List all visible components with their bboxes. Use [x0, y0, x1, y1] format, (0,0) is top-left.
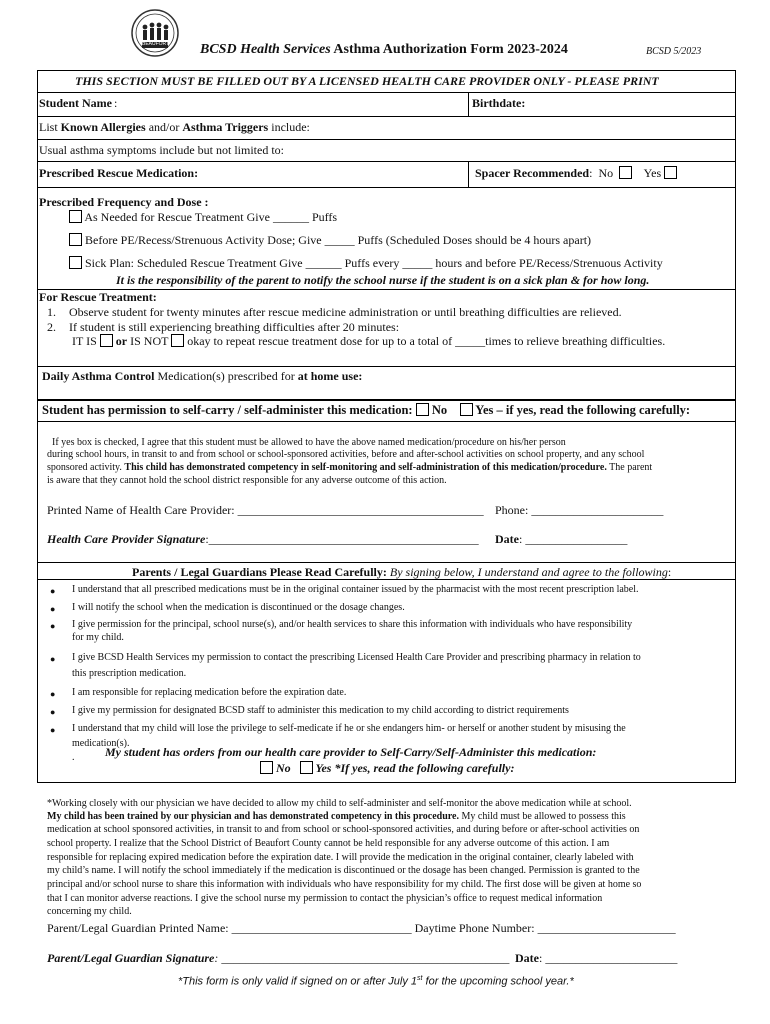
rescue-medication-label: Prescribed Rescue Medication: — [39, 166, 199, 180]
agreement-line-1: If yes box is checked, I agree that this student must be allowed to have the above named medication/procedure on his/her person — [52, 437, 566, 448]
guardian-item-6: I give my permission for designated BCSD staff to administer this medication to my child according to district requirements — [72, 705, 569, 716]
guardian-para-5: responsible for replacing expired medication before the expiration date. I will provide the medication in the original container, clearly labeled with — [47, 852, 634, 863]
guardian-item-4b: this prescription medication. — [72, 668, 187, 679]
school-logo — [130, 8, 180, 58]
daily-control-label: Daily Asthma Control Medication(s) prescribed for at home use: — [42, 369, 363, 383]
footer-validity-note: *This form is only valid if signed on or after July 1st for the upcoming school year.* — [178, 975, 574, 988]
title-rest: Asthma Authorization Form 2023-2024 — [330, 42, 568, 57]
guardian-para-4: school property. I realize that the School District of Beaufort County cannot be held responsible for any adverse outcome of this action. I am — [47, 838, 610, 849]
orders-no-checkbox[interactable] — [260, 761, 273, 774]
orders-yes-checkbox[interactable] — [300, 761, 313, 774]
frequency-title: Prescribed Frequency and Dose : — [39, 195, 209, 209]
rescue-treatment-title: For Rescue Treatment: — [39, 290, 157, 304]
step1-text: Observe student for twenty minutes after rescue medicine administration or until breathing difficulties are relieved. — [69, 305, 622, 319]
title-bold: BCSD Health Services — [200, 42, 331, 57]
student-name-label: Student Name — [39, 96, 113, 110]
is-not-checkbox[interactable] — [171, 334, 184, 347]
provider-banner: THIS SECTION MUST BE FILLED OUT BY A LICENSED HEALTH CARE PROVIDER ONLY - PLEASE PRINT — [75, 74, 659, 88]
parent-responsibility-note: It is the responsibility of the parent to notify the school nurse if the student is on a sick plan & for how long. — [116, 273, 650, 287]
bullet-3: ● — [50, 621, 56, 631]
orders-statement: My student has orders from our health care provider to Self-Carry/Self-Administer this medication: — [105, 745, 597, 759]
birthdate-label: Birthdate: — [472, 96, 526, 110]
agreement-line-4: is aware that they cannot hold the school district responsible for any adverse outcome of this action. — [47, 475, 447, 486]
sick-plan-checkbox[interactable] — [69, 256, 82, 269]
guardian-para-9: concerning my child. — [47, 906, 132, 917]
provider-signature-row[interactable]: Health Care Provider Signature:_____________________________________________ — [47, 532, 479, 546]
option-as-needed: As Needed for Rescue Treatment Give ______ Puffs — [69, 210, 337, 225]
spacer-no-checkbox[interactable] — [619, 166, 632, 179]
guardian-item-4: I give BCSD Health Services my permission to contact the prescribing Licensed Health Care Provider and prescribing pharmacy in relation to — [72, 652, 641, 663]
guardian-item-7: I understand that my child will lose the privilege to self-medicate if he or she endangers him- or herself or another student by misusing the — [72, 723, 626, 734]
bullet-5: ● — [50, 689, 56, 699]
guardian-para-2: My child has been trained by our physician and has demonstrated competency in this procedure. My child must be allowed to possess this — [47, 811, 626, 822]
logo-text: BEAUFORT — [142, 41, 170, 47]
allergies-label: List Known Allergies and/or Asthma Triggers include: — [39, 120, 310, 134]
form-title — [200, 42, 568, 58]
stray-dot: . — [72, 752, 75, 763]
agreement-line-2: during school hours, in transit to and from school or school-sponsored activities, before and after-school activities on school property, and any school — [47, 449, 645, 460]
guardian-item-1: I understand that all prescribed medications must be in the original container issued by the pharmacist with the most recent prescription label. — [72, 584, 639, 595]
orders-options: No Yes *If yes, read the following carefully: — [260, 761, 514, 776]
guardian-para-1: *Working closely with our physician we have decided to allow my child to self-administer and self-monitor the above medication while at school. — [47, 798, 632, 809]
option-before-pe: Before PE/Recess/Strenuous Activity Dose; Give _____ Puffs (Scheduled Doses should be 4 hours apart) — [69, 233, 591, 248]
it-is-row: IT IS or IS NOT okay to repeat rescue treatment dose for up to a total of _____times to relieve breathing difficulties. — [72, 334, 666, 348]
spacer-yes-checkbox[interactable] — [664, 166, 677, 179]
provider-date-row[interactable]: Date: _________________ — [495, 532, 628, 546]
provider-phone[interactable]: Phone: ______________________ — [495, 503, 664, 517]
it-is-checkbox[interactable] — [100, 334, 113, 347]
step2-number: 2. — [47, 320, 56, 334]
guardian-para-6: my child’s name. I will notify the school immediately if the medication is discontinued or the dosage has been changed. Permission is granted to the — [47, 865, 640, 876]
guardian-item-2: I will notify the school when the medication is discontinued or the dosage changes. — [72, 602, 405, 613]
bullet-1: ● — [50, 586, 56, 596]
agreement-line-3: sponsored activity. This child has demonstrated competency in self-monitoring and self-administration of this medication/procedure. The parent — [47, 462, 653, 473]
self-carry-yes-checkbox[interactable] — [460, 403, 473, 416]
bullet-4: ● — [50, 654, 56, 664]
option-sick-plan: Sick Plan: Scheduled Rescue Treatment Give ______ Puffs every _____ hours and before PE/Recess/Strenuous Activity — [69, 256, 663, 271]
guardian-item-7b: medication(s). — [72, 738, 130, 749]
guardian-item-3b: for my child. — [72, 632, 124, 643]
spacer-label: Spacer Recommended — [475, 166, 590, 180]
bullet-2: ● — [50, 604, 56, 614]
guardian-signature-row[interactable]: Parent/Legal Guardian Signature: ________________________________________________ — [47, 951, 510, 965]
guardian-item-5: I am responsible for replacing medication before the expiration date. — [72, 687, 347, 698]
version-label: BCSD 5/2023 — [646, 46, 702, 57]
guardian-para-7: principal and/or school nurse to share this information with individuals who have responsibility for my child. The first dose will be given at home so — [47, 879, 642, 890]
symptoms-label: Usual asthma symptoms include but not limited to: — [39, 143, 284, 157]
guardian-date-row[interactable]: Date: ______________________ — [515, 951, 678, 965]
guardian-title: Parents / Legal Guardians Please Read Carefully: By signing below, I understand and agree to the following: — [132, 565, 672, 579]
step2-text: If student is still experiencing breathing difficulties after 20 minutes: — [69, 320, 400, 334]
guardian-printed-name-row[interactable]: Parent/Legal Guardian Printed Name: ______________________________ Daytime Phone Number: _______________________ — [47, 921, 676, 935]
before-pe-checkbox[interactable] — [69, 233, 82, 246]
as-needed-checkbox[interactable] — [69, 210, 82, 223]
step1-number: 1. — [47, 305, 56, 319]
bullet-6: ● — [50, 707, 56, 717]
guardian-para-8: that I can monitor adverse reactions. I give the school nurse my permission to contact the physician’s office to request medical information — [47, 893, 603, 904]
guardian-para-3: medication at school sponsored activities, in transit to and from school or school-sponsored activities, and during before or after-school activities on — [47, 824, 640, 835]
spacer-row: Spacer Recommended: No Yes — [475, 166, 677, 181]
bullet-7: ● — [50, 725, 56, 735]
guardian-item-3: I give permission for the principal, school nurse(s), and/or health services to share this information with individuals who have responsibility — [72, 619, 633, 630]
provider-printed-name[interactable]: Printed Name of Health Care Provider: _________________________________________ — [47, 503, 484, 517]
self-carry-row: Student has permission to self-carry / self-administer this medication: No Yes – if yes, read the following carefully: — [42, 403, 691, 417]
self-carry-no-checkbox[interactable] — [416, 403, 429, 416]
